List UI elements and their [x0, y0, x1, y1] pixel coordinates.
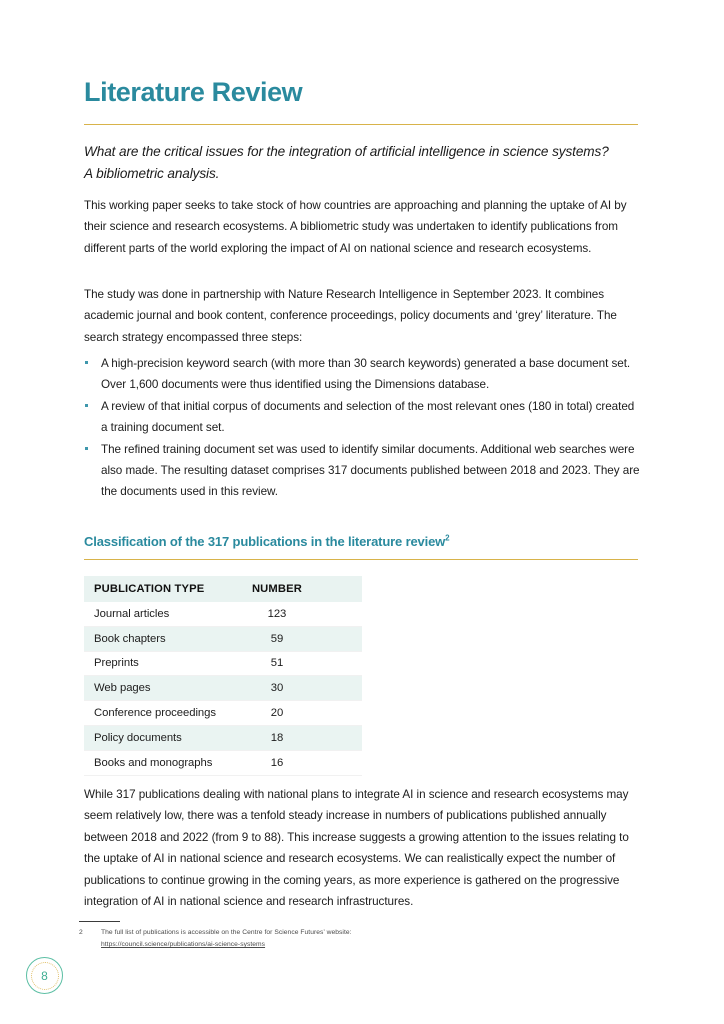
paragraph-1: This working paper seeks to take stock of how countries are approaching and planning the uptake of AI by their science and research ecosystems. A bibliometric study was undertaken to identify publications from different parts of the world exploring the impact of AI on national science and research ecosystems.	[84, 199, 627, 255]
table-header	[84, 576, 362, 602]
section-heading	[84, 534, 638, 549]
bullet-square-icon	[85, 447, 88, 450]
search-strategy-list	[84, 353, 640, 503]
cell-publication-type: Books and monographs	[84, 750, 236, 775]
list-item	[84, 396, 640, 439]
footnote-text-wrap	[101, 927, 479, 951]
footnote-link[interactable]: https://council.science/publications/ai-science-systems	[101, 941, 266, 949]
footnote	[79, 921, 479, 951]
list-item-text: The refined training document set was used to identify similar documents. Additional web searches were also made. The resulting dataset comprises 317 documents published between 2018 and 2023. They are the documents used in this review.	[101, 442, 640, 499]
column-header-publication-type: PUBLICATION TYPE	[84, 576, 236, 602]
publication-type-table	[84, 576, 362, 776]
footnote-divider	[79, 921, 120, 922]
list-item	[84, 439, 640, 503]
cell-publication-type: Policy documents	[84, 725, 236, 750]
cell-publication-type: Conference proceedings	[84, 701, 236, 726]
page-number: 8	[41, 968, 48, 983]
cell-number: 16	[236, 750, 362, 775]
section-divider	[84, 559, 638, 560]
bullet-square-icon	[85, 361, 88, 364]
cell-number: 123	[236, 602, 362, 626]
page-number-badge	[26, 957, 63, 994]
list-item-text: A review of that initial corpus of documents and selection of the most relevant ones (180 in total) created a training document set.	[101, 399, 635, 435]
cell-publication-type: Journal articles	[84, 602, 236, 626]
footnote-text: The full list of publications is accessible on the Centre for Science Futures’ website:	[101, 929, 352, 936]
cell-number: 18	[236, 725, 362, 750]
footnote-marker: 2	[445, 533, 450, 543]
table-row	[84, 602, 362, 626]
list-item	[84, 353, 640, 396]
table-row	[84, 676, 362, 701]
cell-publication-type: Web pages	[84, 676, 236, 701]
table-row	[84, 701, 362, 726]
bullet-square-icon	[85, 404, 88, 407]
table-header-row	[84, 576, 362, 602]
section-heading-text: Classification of the 317 publications in the literature review	[84, 534, 446, 549]
table-body	[84, 602, 362, 775]
cell-number: 30	[236, 676, 362, 701]
footnote-number: 2	[79, 929, 83, 936]
title-block	[84, 78, 638, 125]
page-title: Literature Review	[84, 77, 303, 107]
cell-publication-type: Book chapters	[84, 626, 236, 651]
table-row	[84, 651, 362, 676]
table-row	[84, 750, 362, 775]
cell-number: 59	[236, 626, 362, 651]
cell-publication-type: Preprints	[84, 651, 236, 676]
column-header-number: NUMBER	[236, 576, 362, 602]
table-row	[84, 626, 362, 651]
footnote-body	[79, 927, 479, 951]
paragraph-3: While 317 publications dealing with national plans to integrate AI in science and research ecosystems may seem relatively low, there was a tenfold steady increase in numbers of publications published annually between 2018 and 2022 (from 9 to 88). This increase suggests a growing attention to the issues relating to the uptake of AI in national science and research ecosystems. We can realistically expect the number of publications to continue growing in the coming years, as more experience is gathered on the progressive integration of AI in national science and research infrastructures.	[84, 788, 629, 909]
table-row	[84, 725, 362, 750]
cell-number: 51	[236, 651, 362, 676]
subtitle: What are the critical issues for the integration of artificial intelligence in science systems? A bibliometric analysis.	[84, 144, 609, 182]
cell-number: 20	[236, 701, 362, 726]
title-divider	[84, 124, 638, 125]
list-item-text: A high-precision keyword search (with more than 30 search keywords) generated a base document set. Over 1,600 documents were thus identified using the Dimensions database.	[101, 357, 631, 392]
paragraph-2: The study was done in partnership with Nature Research Intelligence in September 2023. It combines academic journal and book content, conference proceedings, policy documents and ‘grey’ literature. The search strategy encompassed three steps:	[84, 288, 617, 344]
